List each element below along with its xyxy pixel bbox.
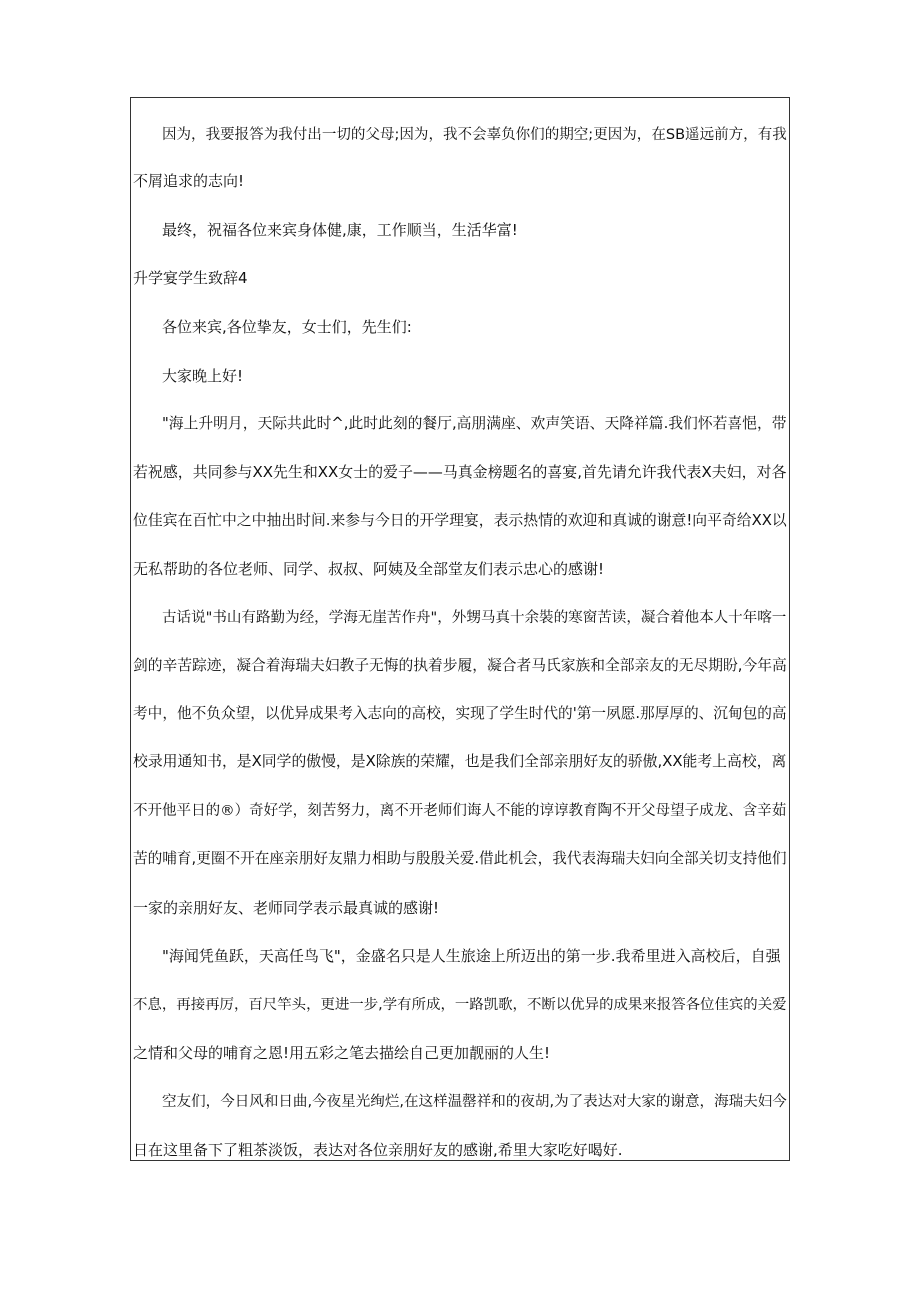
text-line: 若祝感，共同参与XX先生和XX女士的爱子——马真金榜题名的喜宴,首先请允许我代表X夫妇，对各: [133, 463, 787, 481]
text-line: 日在这里备下了粗茶淡饭，表达对各位亲朋好友的感谢,希里大家吃好喝好.: [133, 1141, 623, 1159]
text-line: 空友们，今日风和日曲,今夜星光绚烂,在这样温罄祥和的夜胡,为了表达对大家的谢意，海瑞夫妇今: [162, 1093, 787, 1110]
text-line: 不屑追求的志向!: [133, 172, 245, 190]
text-line: 之情和父母的哺育之恩!用五彩之笔去描绘自己更加靓丽的人生!: [133, 1044, 551, 1062]
text-line: 不息，再接再厉，百尺竿头，更进一步,学有所成，一路凯歌，不断以优异的成果来报答各位佳宾的关爱: [133, 997, 787, 1013]
text-line: 大家晚上好!: [162, 367, 244, 385]
text-line: "海上升明月，天际共此时^,此时此刻的餐厅,高朋满座、欢声笑语、天降祥篇.我们怀若喜悒，带: [162, 415, 787, 432]
text-line: "海闻凭鱼跃，天高任鸟飞"，金盛名只是人生旅途上所迈出的第一步.我希里进入高校后，自强: [162, 947, 781, 965]
text-line: 考中，他不负众望，以优异成果考入志向的高校，实现了学生时代的'第一夙愿.那厚厚的、沉甸包的高: [133, 705, 787, 722]
text-line: 不开他平日的®）奇好学，刻苦努力，离不开老师们诲人不能的谆谆教育陶不开父母望子成龙、含辛茹: [133, 803, 787, 819]
document-frame: [130, 97, 790, 1161]
text-line: 苦的哺育,更圈不开在座亲朋好友鼎力相助与殷殷关爱.借此机会，我代表海瑞夫妇向全部关切支持他们: [133, 850, 787, 867]
text-line: 无私帮助的各位老师、同学、叔叔、阿姨及全部堂友们表示忠心的感谢!: [133, 560, 605, 578]
section-heading: 升学宴学生致辞4: [133, 269, 248, 287]
text-line: 位佳宾在百忙中之中抽出时间.来参与今日的开学理宴，表示热情的欢迎和真诚的谢意!向平奇给XX以: [133, 512, 787, 529]
text-line: 因为，我要报答为我付出一切的父母;因为，我不会辜负你们的期空;更因为，在SB遥远前方，有我: [162, 127, 787, 143]
text-line: 最终，祝福各位来宾身体健,康，工作顺当，生活华富!: [162, 221, 518, 239]
text-line: 古话说"书山有路勤为经，学海无崖苦作舟"，外甥马真十余裝的寒窗苦读，凝合着他本人十年喀一: [162, 609, 787, 626]
text-line: 剑的辛苦踪迹，凝合着海瑞夫妇教子无悔的执着步履，凝合者马氏家族和全部亲友的无尽期盼,今年高: [133, 657, 787, 674]
text-line: 一家的亲朋好友、老师同学表示最真诚的感谢!: [133, 899, 440, 917]
text-line: 各位来宾,各位挚友，女士们，先生们:: [162, 318, 412, 336]
text-line: 校录用通知书，是X同学的傲慢，是X除族的荣耀，也是我们全部亲朋好友的骄傲,XX能考上高校，离: [133, 753, 787, 770]
